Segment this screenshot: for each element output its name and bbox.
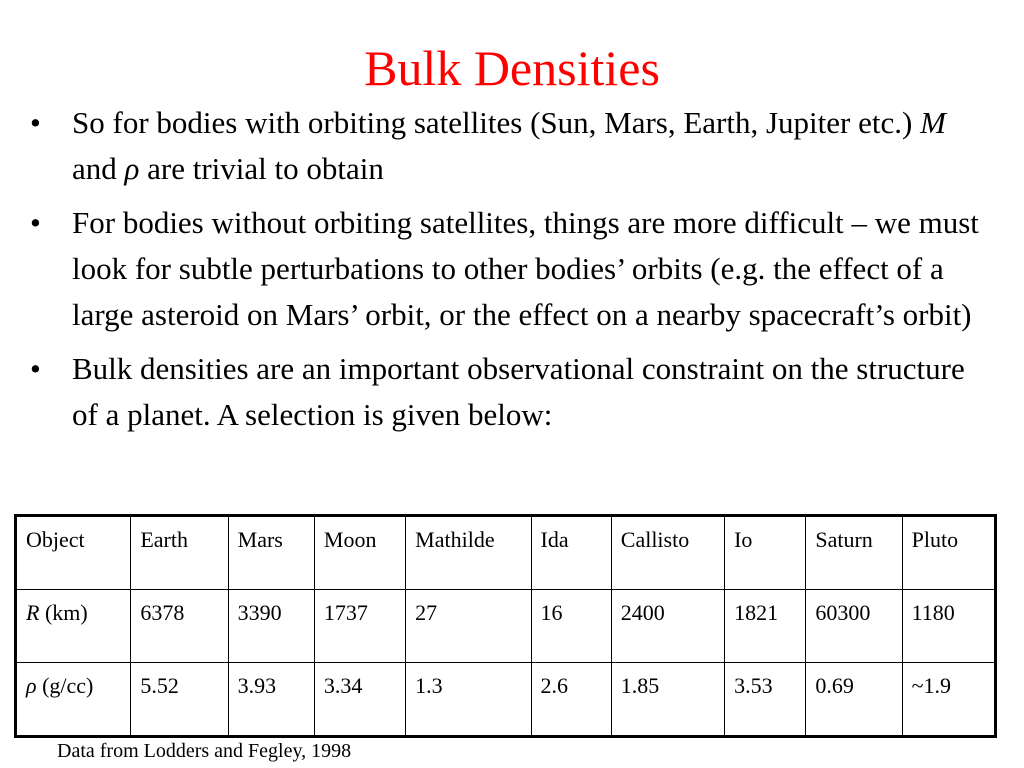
density-table-container: [14, 514, 997, 738]
table-header-cell: Moon: [314, 516, 405, 590]
slide-title: Bulk Densities: [364, 40, 660, 96]
bullet-text: So for bodies with orbiting satellites (Sun, Mars, Earth, Jupiter etc.): [72, 105, 921, 140]
mass-symbol: M: [920, 105, 946, 140]
table-header-cell: Io: [725, 516, 806, 590]
bullet-item: [30, 200, 990, 338]
table-cell: 16: [531, 590, 611, 662]
bullet-icon: •: [30, 351, 41, 386]
bullet-text: are trivial to obtain: [139, 151, 384, 186]
source-citation: Data from Lodders and Fegley, 1998: [57, 740, 352, 762]
bullet-icon: •: [30, 105, 41, 140]
table-cell: 1180: [902, 590, 995, 662]
table-cell: 2.6: [531, 662, 611, 736]
table-header-cell: Earth: [131, 516, 228, 590]
table-cell: 6378: [131, 590, 228, 662]
radius-unit: (km): [39, 600, 88, 626]
table-cell: 3.34: [314, 662, 405, 736]
table-cell: 1737: [314, 590, 405, 662]
table-cell: 1.3: [406, 662, 531, 736]
table-cell: 2400: [611, 590, 724, 662]
bullet-item: [30, 100, 990, 192]
density-unit: (g/cc): [36, 672, 94, 698]
table-header-cell: Saturn: [806, 516, 902, 590]
table-cell: 5.52: [131, 662, 228, 736]
table-cell: 3.93: [228, 662, 314, 736]
table-header-cell: Object: [16, 516, 131, 590]
bullet-list: [30, 100, 990, 446]
table-header-cell: Ida: [531, 516, 611, 590]
table-cell: 1.85: [611, 662, 724, 736]
table-header-cell: Mathilde: [406, 516, 531, 590]
density-symbol: ρ: [124, 151, 140, 186]
table-cell: 0.69: [806, 662, 902, 736]
table-header-cell: Callisto: [611, 516, 724, 590]
table-header-cell: Pluto: [902, 516, 995, 590]
table-row-density: [16, 662, 996, 736]
bullet-item: [30, 346, 990, 438]
table-header-cell: Mars: [228, 516, 314, 590]
table-cell: 3.53: [725, 662, 806, 736]
radius-symbol: R: [26, 600, 40, 626]
table-row-radius: [16, 590, 996, 662]
table-header-row: [16, 516, 996, 590]
table-cell: 1821: [725, 590, 806, 662]
density-symbol: ρ: [26, 672, 37, 698]
row-label-radius: [16, 590, 131, 662]
table-cell: 60300: [806, 590, 902, 662]
bullet-text: and: [72, 151, 125, 186]
table-cell: ~1.9: [902, 662, 995, 736]
density-table: [14, 514, 997, 738]
bullet-text: For bodies without orbiting satellites, things are more difficult – we must look for subtle perturbations to other bodies’ orbits (e.g. the effect of a large asteroid on Mars’ orbit, or the effect on a nearby spacecraft’s orbit): [72, 205, 979, 332]
bullet-text: Bulk densities are an important observational constraint on the structure of a planet. A selection is given below:: [72, 351, 965, 432]
bullet-icon: •: [30, 205, 41, 240]
table-cell: 27: [406, 590, 531, 662]
table-cell: 3390: [228, 590, 314, 662]
row-label-density: [16, 662, 131, 736]
